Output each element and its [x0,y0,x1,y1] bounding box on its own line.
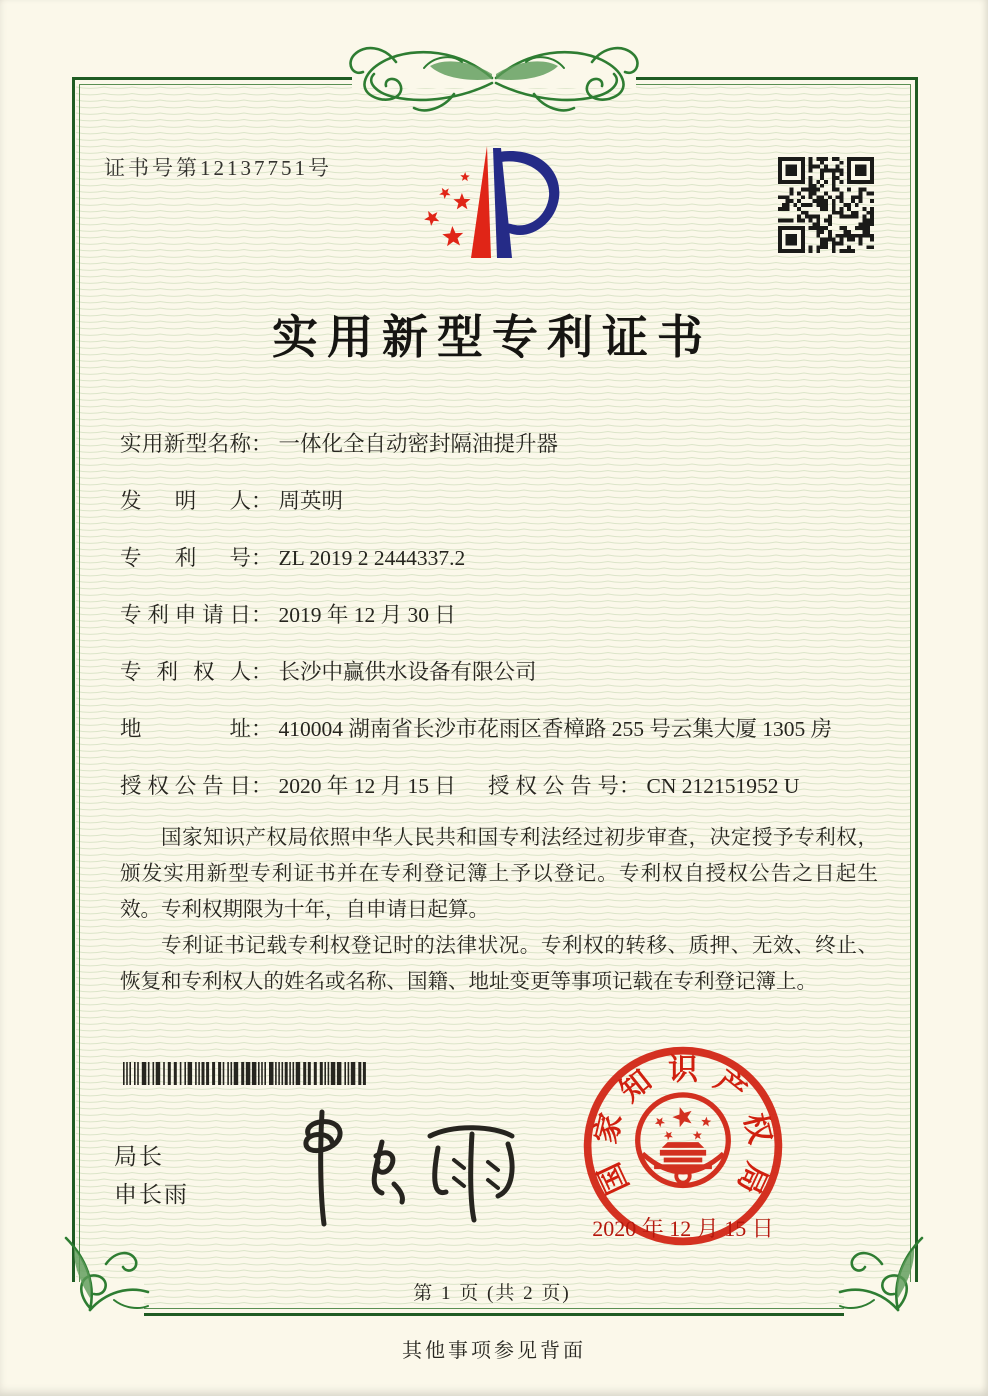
handwritten-signature-icon [262,1106,542,1228]
svg-text:家: 家 [589,1110,629,1147]
field-row-grant-number [488,769,799,800]
certificate-title: 实用新型专利证书 [272,312,712,363]
footer-note: 其他事项参见背面 [402,1340,586,1362]
field-row-utility-model-name [120,427,558,458]
field-value: 2019 年 12 月 30 日 [278,603,456,627]
field-row-grant-date [120,769,456,800]
barcode-icon [123,1062,371,1085]
svg-text:局: 局 [730,1157,774,1199]
field-value: 周英明 [278,489,344,513]
page-indicator: 第 1 页 (共 2 页) [413,1283,571,1304]
field-value: 2020 年 12 月 15 日 [278,774,456,798]
svg-text:产: 产 [708,1064,753,1109]
field-row-inventor [120,484,343,515]
svg-text:知: 知 [613,1064,658,1109]
field-row-patent-number [120,541,465,572]
field-label: 授权公告日 [120,774,251,798]
commissioner-title: 局长 [114,1144,164,1169]
field-label: 专利号 [120,546,251,570]
field-label: 授权公告号 [488,774,619,798]
field-colon: ： [251,717,273,741]
cnipa-logo-icon [415,138,565,268]
legal-paragraph-1: 国家知识产权局依照中华人民共和国专利法经过初步审查，决定授予专利权，颁发实用新型专利证书并在专利登记簿上予以登记。专利权自授权公告之日起生效。专利权期限为十年，自申请日起算。 [120,827,878,921]
field-row-address [120,712,832,743]
field-colon: ： [251,603,273,627]
svg-text:识: 识 [668,1053,698,1087]
field-value: ZL 2019 2 2444337.2 [278,546,466,570]
field-value: 410004 湖南省长沙市花雨区香樟路 255 号云集大厦 1305 房 [278,717,833,741]
field-colon: ： [251,546,273,570]
seal-date: 2020 年 12 月 15 日 [592,1216,774,1241]
field-label: 发明人 [120,489,251,513]
field-colon: ： [619,774,641,798]
field-label: 地址 [120,717,251,741]
field-label: 专利申请日 [120,603,251,627]
top-border-ornament-icon [334,38,654,126]
field-colon: ： [251,660,273,684]
field-row-patentee [120,655,537,686]
field-colon: ： [251,432,273,456]
svg-text:国: 国 [592,1157,636,1199]
national-emblem-icon [638,1095,729,1186]
field-label: 实用新型名称 [120,432,251,456]
qr-code-icon [778,157,874,253]
field-value: 长沙中赢供水设备有限公司 [278,660,537,684]
field-value: CN 212151952 U [646,774,800,798]
commissioner-name: 申长雨 [114,1182,189,1207]
field-label: 专利权人 [120,660,251,684]
field-value: 一体化全自动密封隔油提升器 [278,432,559,456]
field-colon: ： [251,774,273,798]
field-row-filing-date [120,598,456,629]
certificate-number: 证书号第12137751号 [104,156,332,180]
legal-paragraph-2: 专利证书记载专利权登记时的法律状况。专利权的转移、质押、无效、终止、恢复和专利权人的姓名或名称、国籍、地址变更等事项记载在专利登记簿上。 [120,935,878,993]
legal-text-block [120,820,878,1000]
field-colon: ： [251,489,273,513]
svg-text:权: 权 [737,1110,777,1147]
